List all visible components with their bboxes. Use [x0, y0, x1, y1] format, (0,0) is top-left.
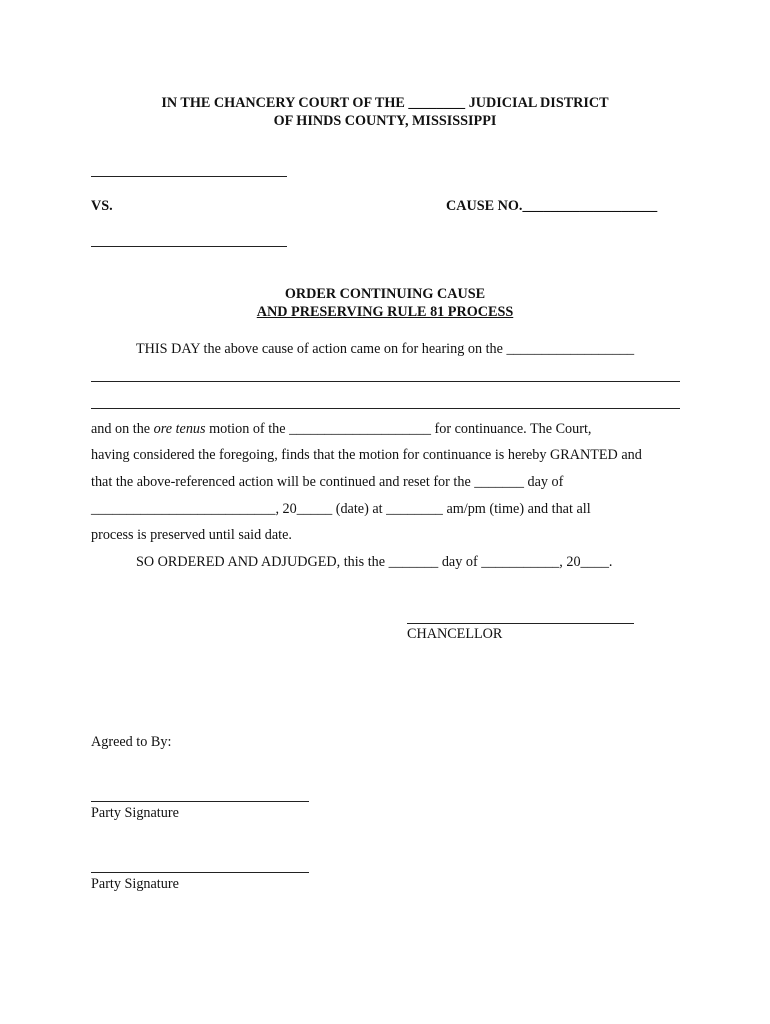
chancellor-signature-line[interactable] [407, 623, 634, 624]
blank-line-1[interactable] [91, 381, 680, 382]
body-line-motion [91, 420, 591, 438]
ore-tenus-text: ore tenus [153, 421, 206, 437]
defendant-line[interactable] [91, 246, 287, 247]
versus-label: VS. [91, 198, 113, 214]
so-ordered-line: SO ORDERED AND ADJUDGED, this the _______ day of ___________, 20____. [136, 554, 613, 570]
order-title-line1: ORDER CONTINUING CAUSE [284, 286, 486, 302]
body-line-preserved: process is preserved until said date. [91, 527, 292, 543]
motion-text-post: motion of the ____________________ for continuance. The Court, [205, 421, 592, 437]
body-line-reset: that the above-referenced action will be continued and reset for the _______ day of [91, 474, 564, 490]
party-signature-line-1[interactable] [91, 801, 309, 802]
court-header-line1: IN THE CHANCERY COURT OF THE ________ JUDICIAL DISTRICT [161, 95, 609, 111]
party-signature-label-1: Party Signature [91, 805, 179, 821]
blank-line-2[interactable] [91, 408, 680, 409]
party-signature-line-2[interactable] [91, 872, 309, 873]
court-header-line2: OF HINDS COUNTY, MISSISSIPPI [273, 113, 497, 129]
body-line-date: __________________________, 20_____ (date) at ________ am/pm (time) and that all [91, 501, 591, 517]
chancellor-label: CHANCELLOR [407, 626, 503, 642]
body-paragraph-1: THIS DAY the above cause of action came on for hearing on the __________________ [136, 341, 635, 357]
order-title-line2: AND PRESERVING RULE 81 PROCESS [256, 304, 514, 320]
party-signature-label-2: Party Signature [91, 876, 179, 892]
cause-number[interactable]: CAUSE NO.___________________ [446, 198, 658, 214]
motion-text-pre: and on the [91, 421, 154, 437]
plaintiff-line[interactable] [91, 176, 287, 177]
body-line-granted: having considered the foregoing, finds that the motion for continuance is hereby GRANTED and [91, 447, 642, 463]
agreed-label: Agreed to By: [91, 734, 172, 750]
